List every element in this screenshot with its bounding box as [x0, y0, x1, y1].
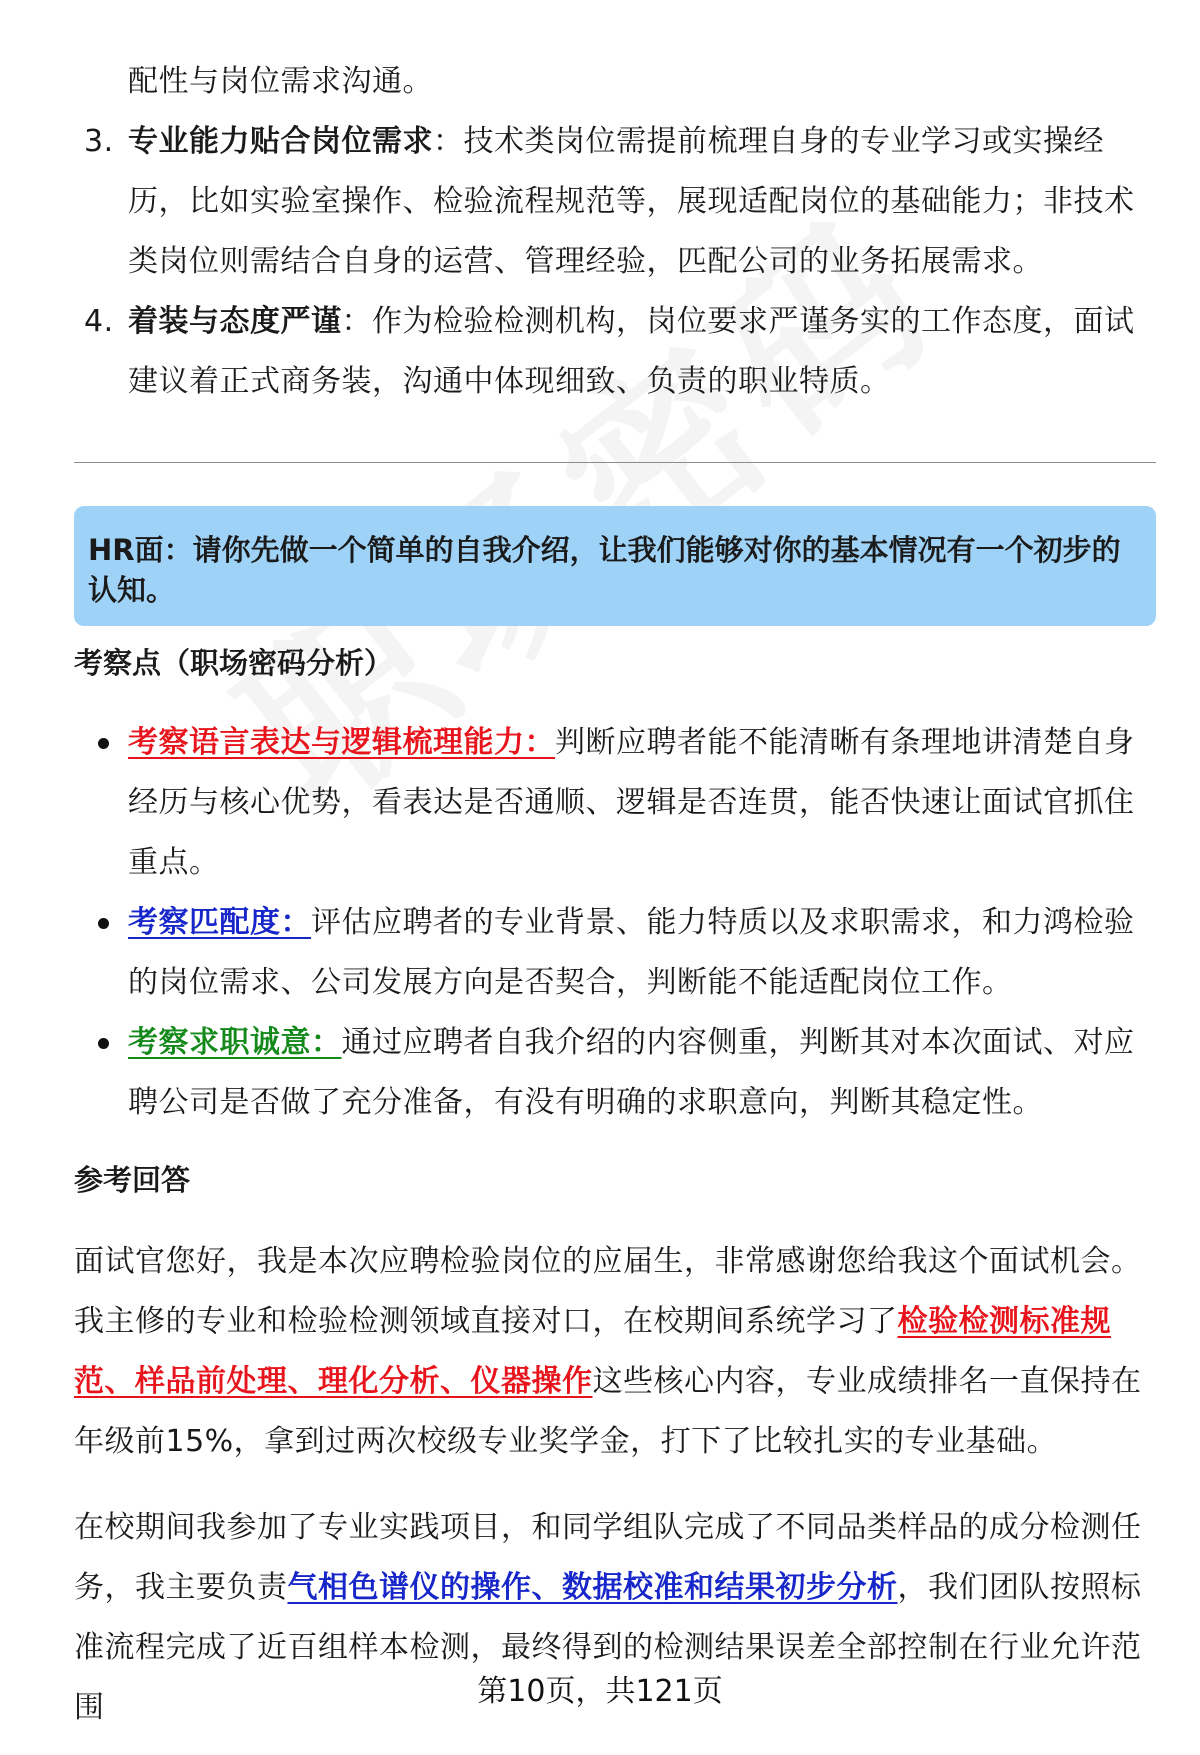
paragraph-text: 面试官您好，我是本次应聘检验岗位的应届生，非常感谢您给我这个面试机会。我主修的专业和检验检测领域直接对口，在校期间系统学习了	[74, 1244, 1142, 1339]
bullet-keyword: 考察匹配度：	[128, 905, 311, 940]
bullet-item-sincerity	[84, 1013, 1144, 1133]
analysis-heading: 考察点（职场密码分析）	[74, 646, 394, 680]
answer-paragraph-1	[74, 1232, 1156, 1472]
bullet-text: 判断应聘者能不能清晰有条理地讲清楚自身经历与核心优势，看表达是否通顺、逻辑是否连贯，能否快速让面试官抓住重点。	[128, 725, 1135, 880]
bullet-text: 评估应聘者的专业背景、能力特质以及求职需求，和力鸿检验的岗位需求、公司发展方向是否契合，判断能不能适配岗位工作。	[128, 905, 1135, 1000]
bullet-item-language	[84, 713, 1144, 893]
item-text: ：作为检验检测机构，岗位要求严谨务实的工作态度，面试建议着正式商务装，沟通中体现细致、负责的职业特质。	[128, 304, 1135, 399]
paragraph-text: ，我们团队按照标准流程完成了近百组样本检测，最终得到的检测结果误差全部控制在行业允许范围	[74, 1570, 1142, 1725]
bullet-dot	[98, 918, 109, 929]
previous-item-continuation: 配性与岗位需求沟通。	[128, 64, 433, 99]
bullet-keyword: 考察语言表达与逻辑梳理能力：	[128, 725, 555, 760]
item-text: ：技术类岗位需提前梳理自身的专业学习或实操经历，比如实验室操作、检验流程规范等，展现适配岗位的基础能力；非技术类岗位则需结合自身的运营、管理经验，匹配公司的业务拓展需求。	[128, 124, 1135, 279]
numbered-item-3	[84, 112, 1144, 292]
paragraph-text: 这些核心内容，专业成绩排名一直保持在年级前15%，拿到过两次校级专业奖学金，打下了比较扎实的专业基础。	[74, 1364, 1142, 1459]
bullet-dot	[98, 738, 109, 749]
item-number: 3.	[84, 124, 114, 159]
item-body	[128, 112, 1144, 292]
bullet-keyword: 考察求职诚意：	[128, 1025, 342, 1060]
paragraph-text: 在校期间我参加了专业实践项目，和同学组队完成了不同品类样品的成分检测任务，我主要负责	[74, 1510, 1142, 1605]
item-title: 着装与态度严谨	[128, 304, 342, 339]
bullet-text: 通过应聘者自我介绍的内容侧重，判断其对本次面试、对应聘公司是否做了充分准备，有没有明确的求职意向，判断其稳定性。	[128, 1025, 1135, 1120]
numbered-item-4	[84, 292, 1144, 412]
item-body	[128, 292, 1144, 412]
page-footer: 第10页，共121页	[477, 1674, 723, 1709]
bullet-dot	[98, 1038, 109, 1049]
bullet-body	[128, 1013, 1144, 1133]
bullet-body	[128, 713, 1144, 893]
bullet-item-match	[84, 893, 1144, 1013]
question-box	[74, 506, 1156, 626]
item-number: 4.	[84, 304, 114, 339]
section-divider	[74, 462, 1156, 463]
answer-heading: 参考回答	[74, 1163, 191, 1197]
item-title: 专业能力贴合岗位需求	[128, 124, 433, 159]
bullet-body	[128, 893, 1144, 1013]
paragraph-highlight: 气相色谱仪的操作、数据校准和结果初步分析	[287, 1570, 898, 1605]
question-text: HR面：请你先做一个简单的自我介绍，让我们能够对你的基本情况有一个初步的认知。	[88, 533, 1121, 607]
paragraph-highlight: 检验检测标准规范、样品前处理、理化分析、仪器操作	[74, 1304, 1111, 1399]
